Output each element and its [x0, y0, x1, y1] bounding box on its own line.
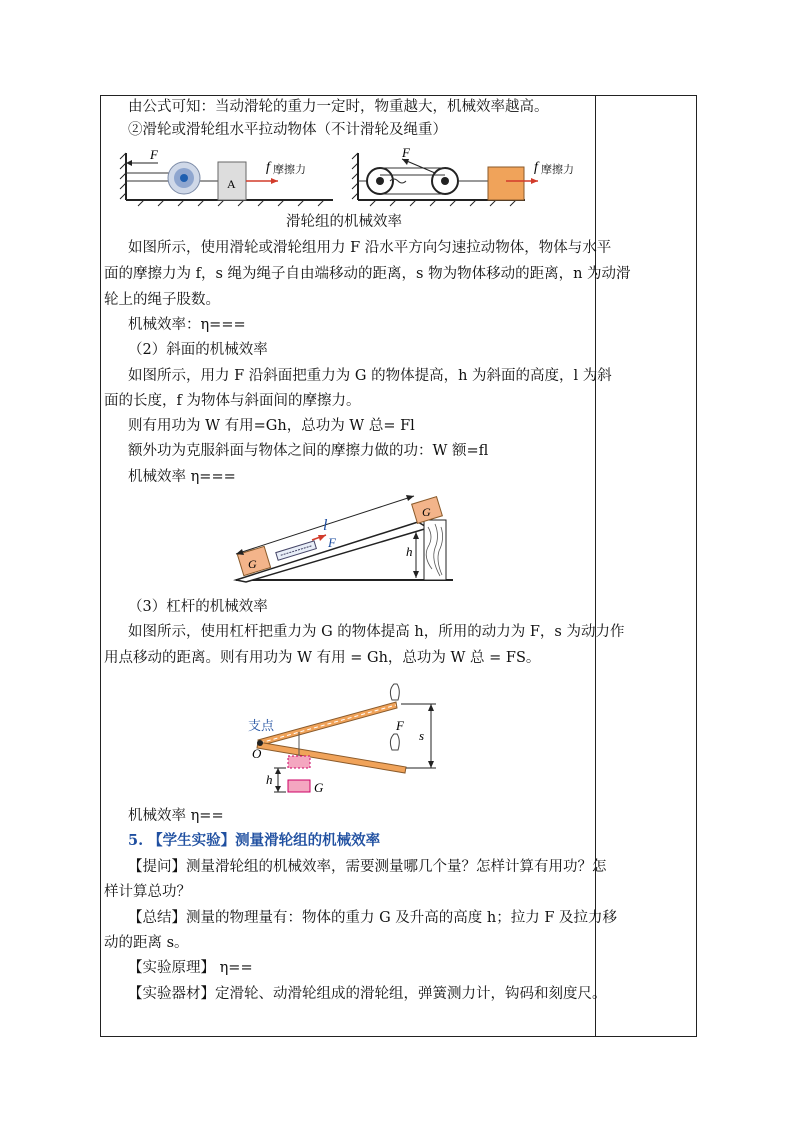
text-line: 机械效率 η== — [128, 808, 224, 824]
origin-label: O — [252, 746, 262, 761]
weight-label: G — [422, 505, 431, 519]
force-label: F — [328, 535, 336, 550]
text-line: 由公式可知：当动滑轮的重力一定时，物重越大，机械效率越高。 — [128, 99, 549, 115]
distance-label: s — [419, 728, 425, 743]
friction-sub: 摩擦力 — [273, 163, 306, 176]
figure-caption: 滑轮组的机械效率 — [286, 214, 402, 230]
column-divider — [595, 95, 596, 1037]
weight-label: G — [248, 557, 257, 571]
pulley-figure-1 — [118, 145, 338, 210]
text-line: 用点移动的距离。则有用功为 W 有用 = Gh，总功为 W 总 = FS。 — [104, 650, 541, 666]
text-line: 面的长度，f 为物体与斜面间的摩擦力。 — [104, 393, 361, 409]
block-label: A — [227, 177, 236, 191]
text-line: 如图所示，用力 F 沿斜面把重力为 G 的物体提高，h 为斜面的高度，l 为斜 — [128, 368, 612, 384]
weight-label: G — [314, 780, 324, 795]
text-line: 【实验器材】定滑轮、动滑轮组成的滑轮组，弹簧测力计，钩码和刻度尺。 — [128, 986, 607, 1002]
section-heading: （2）斜面的机械效率 — [128, 342, 268, 358]
friction-sub: 摩擦力 — [541, 163, 574, 176]
text-line: 机械效率 η=== — [128, 469, 236, 485]
text-line: ②滑轮或滑轮组水平拉动物体（不计滑轮及绳重） — [128, 122, 447, 138]
text-line: 额外功为克服斜面与物体之间的摩擦力做的功：W 额=fl — [128, 443, 489, 459]
text-line: 机械效率：η=== — [128, 317, 246, 333]
incline-figure — [228, 492, 460, 587]
experiment-heading: 5. 【学生实验】测量滑轮组的机械效率 — [128, 832, 381, 849]
text-line: 【总结】测量的物理量有：物体的重力 G 及升高的高度 h；拉力 F 及拉力移 — [128, 910, 618, 926]
text-line: 如图所示，使用滑轮或滑轮组用力 F 沿水平方向匀速拉动物体，物体与水平 — [128, 240, 612, 256]
force-label: F — [402, 145, 410, 160]
text-line: 样计算总功？ — [104, 884, 191, 900]
lever-figure — [246, 672, 446, 800]
height-label: h — [406, 544, 413, 559]
pulley-figure-2 — [350, 145, 590, 210]
length-label: l — [323, 517, 328, 534]
text-line: 面的摩擦力为 f，s 绳为绳子自由端移动的距离，s 物为物体移动的距离，n 为动滑 — [104, 266, 631, 282]
fulcrum-label: 支点 — [248, 719, 275, 734]
text-line: 【提问】测量滑轮组的机械效率，需要测量哪几个量？怎样计算有用功？怎 — [128, 859, 607, 875]
force-label: F — [396, 718, 404, 733]
text-line: 轮上的绳子股数。 — [104, 292, 220, 308]
text-line: 如图所示，使用杠杆把重力为 G 的物体提高 h，所用的动力为 F，s 为动力作 — [128, 624, 625, 640]
friction-label: f — [266, 160, 270, 175]
section-heading: （3）杠杆的机械效率 — [128, 599, 268, 615]
text-line: 则有用功为 W 有用=Gh，总功为 W 总= Fl — [128, 418, 415, 434]
text-line: 【实验原理】 η== — [128, 960, 253, 976]
force-label: F — [150, 147, 158, 162]
text-line: 动的距离 s。 — [104, 935, 189, 951]
height-label: h — [266, 772, 273, 787]
friction-label: f — [534, 160, 538, 175]
